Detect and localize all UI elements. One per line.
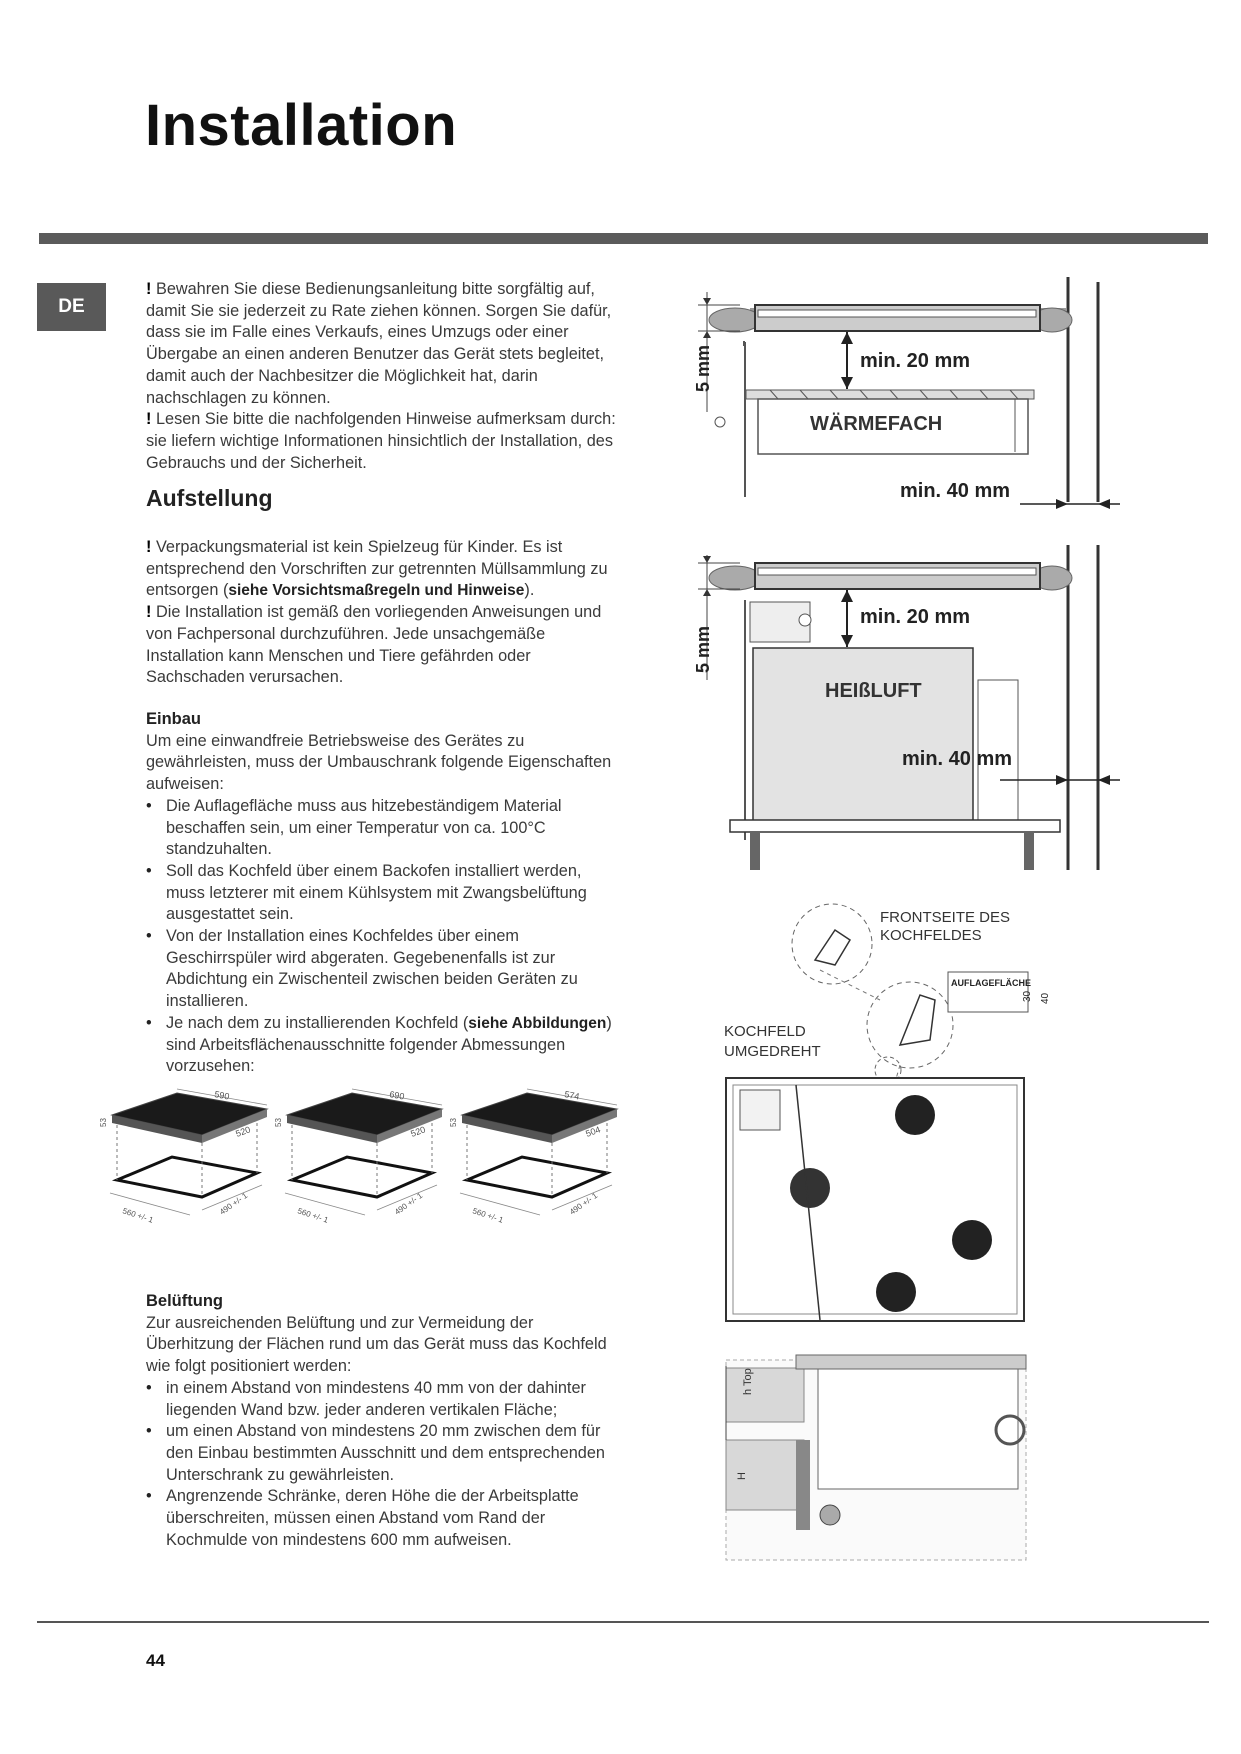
dim-depth: 520 <box>409 1124 427 1139</box>
drawer-shelf <box>746 390 1034 399</box>
worktop-left <box>709 566 761 590</box>
dim-cut-width: 560 +/- 1 <box>471 1206 505 1225</box>
list-item: • Soll das Kochfeld über einem Backofen installiert werden, muss letzterer mit einem Kühlsystem mit Zwangsbelüftung ausgestattet sein. <box>146 861 616 926</box>
diagram-heissluft <box>680 540 1210 880</box>
burner <box>895 1095 935 1135</box>
gap-wall-label: min. 40 mm <box>902 748 1013 770</box>
dim-cut-width: 560 +/- 1 <box>296 1206 330 1225</box>
dim-30: 30 <box>1022 990 1033 1002</box>
hob <box>755 305 1040 331</box>
list-item: • Die Auflagefläche muss aus hitzebeständigem Material beschaffen sein, um einer Temperatur von ca. 100°C standzuhalten. <box>146 796 616 861</box>
burner <box>876 1272 916 1312</box>
list-item: • Von der Installation eines Kochfeldes über einem Geschirrspüler wird abgeraten. Gegebenenfalls ist zur Abdichtung ein Zwischenteil zwischen beiden Geräten zu installieren. <box>146 926 616 1013</box>
cutout-frame <box>292 1157 432 1197</box>
dim-height: 53 <box>449 1118 458 1127</box>
gap-wall-label: min. 40 mm <box>900 480 1011 502</box>
dim-cut-depth: 490 +/- 1 <box>392 1191 425 1217</box>
worktop-section <box>726 1368 804 1422</box>
front-label-1: FRONTSEITE DES <box>880 909 1011 926</box>
aufstellung-paragraph-1: ! Verpackungsmaterial ist kein Spielzeug für Kinder. Es ist entsprechend den Vorschriften zur getrennten Müllsammlung zu entsorgen (siehe Vorsichtsmaßregeln und Hinweise). <box>146 538 608 600</box>
diagram-inverted-hob <box>720 900 1070 1590</box>
cross-reference: siehe Abbildungen <box>468 1014 607 1032</box>
page-title: Installation <box>145 93 458 158</box>
warning-mark: ! <box>146 280 152 298</box>
belueftung-section <box>146 1291 616 1551</box>
dim-depth: 520 <box>234 1124 252 1139</box>
hob-label-2: UMGEDREHT <box>724 1043 821 1060</box>
aufstellung-heading: Aufstellung <box>146 485 273 511</box>
cross-reference: siehe Vorsichtsmaßregeln und Hinweise <box>228 582 525 600</box>
diagram-waermefach <box>680 272 1210 527</box>
hob-label-1: KOCHFELD <box>724 1023 806 1040</box>
dim-height: 53 <box>99 1118 108 1127</box>
dim-cut-width: 560 +/- 1 <box>121 1206 155 1225</box>
surface-label: AUFLAGEFLÄCHE <box>951 978 1031 988</box>
burner <box>952 1220 992 1260</box>
h-label: H <box>736 1472 748 1480</box>
hob <box>755 563 1040 589</box>
dim-width: 690 <box>388 1089 406 1102</box>
gap-top-label: min. 20 mm <box>860 350 971 372</box>
einbau-heading: Einbau <box>146 710 202 728</box>
belueftung-heading: Belüftung <box>146 1292 223 1310</box>
worktop-left <box>709 308 761 332</box>
header-rule <box>39 233 1208 244</box>
cutout-frame <box>467 1157 607 1197</box>
einbau-list <box>146 796 616 1078</box>
belueftung-list <box>146 1378 616 1552</box>
dim-width: 574 <box>563 1089 581 1102</box>
gap-side-label: 5 mm <box>693 625 713 673</box>
belueftung-intro: Zur ausreichenden Belüftung und zur Vermeidung der Überhitzung der Flächen rund um das Gerät muss das Kochfeld wie folgt positioniert werden: <box>146 1313 607 1376</box>
warning-mark: ! <box>146 538 152 556</box>
hob-cutout-1 <box>99 1089 267 1225</box>
compartment-label: HEIßLUFT <box>825 680 922 702</box>
h-top-label: h Top <box>742 1368 754 1395</box>
aufstellung-heading-wrap <box>146 485 616 511</box>
front-label-2: KOCHFELDES <box>880 927 982 944</box>
intro-paragraph-1: ! Bewahren Sie diese Bedienungsanleitung bitte sorgfältig auf, damit Sie sie jederzeit zu Rate ziehen können. Sorgen Sie dafür, dass sie im Falle eines Verkaufs, eines Umzugs oder einer Übergabe an einen anderen Benutzer das Gerät stets begleitet, damit auch der Nachbesitzer die Möglichkeit hat, darin nachschlagen zu können. <box>146 280 612 407</box>
dim-width: 590 <box>213 1089 231 1102</box>
list-item: • um einen Abstand von mindestens 20 mm zwischen dem für den Einbau bestimmten Ausschnitt und dem entsprechenden Unterschrank zu gewährleisten. <box>146 1421 616 1486</box>
oven <box>753 648 973 823</box>
dim-cut-depth: 490 +/- 1 <box>217 1191 250 1217</box>
page-number: 44 <box>146 1651 165 1670</box>
compartment-label: WÄRMEFACH <box>810 413 943 435</box>
list-item: • Angrenzende Schränke, deren Höhe die der Arbeitsplatte überschreiten, müssen einen Abstand vom Rand der Kochmulde von mindestens 600 mm aufweisen. <box>146 1486 616 1551</box>
burner <box>790 1168 830 1208</box>
dim-height: 53 <box>274 1118 283 1127</box>
gap-top-label: min. 20 mm <box>860 606 971 628</box>
dim-40: 40 <box>1040 992 1051 1004</box>
dim-depth: 504 <box>584 1124 602 1139</box>
footer-rule <box>37 1621 1209 1623</box>
dim-cut-depth: 490 +/- 1 <box>567 1191 600 1217</box>
language-tab: DE <box>37 283 106 331</box>
aufstellung-paragraph-2: ! Die Installation ist gemäß den vorliegenden Anweisungen und von Fachpersonal durchzuführen. Jede unsachgemäße Installation kann Menschen und Tiere gefährden oder Sachschaden verursachen. <box>146 603 602 687</box>
gap-side-label: 5 mm <box>693 344 713 392</box>
einbau-intro: Um eine einwandfreie Betriebsweise des Gerätes zu gewährleisten, muss der Umbauschrank folgende Eigenschaften aufweisen: <box>146 731 612 794</box>
list-item: • Je nach dem zu installierenden Kochfeld (siehe Abbildungen) sind Arbeitsflächenausschnitte folgender Abmessungen vorzusehen: <box>146 1013 616 1078</box>
intro-paragraph-2: ! Lesen Sie bitte die nachfolgenden Hinweise aufmerksam durch: sie liefern wichtige Informationen hinsichtlich der Installation, des Gebrauchs und der Sicherheit. <box>146 410 616 472</box>
warning-mark: ! <box>146 410 152 429</box>
einbau-section <box>146 709 616 1078</box>
intro-section <box>146 279 616 474</box>
hob-cutout-2 <box>274 1089 442 1225</box>
warning-mark: ! <box>146 603 152 622</box>
cutout-diagrams <box>92 1085 632 1275</box>
cutout-frame <box>117 1157 257 1197</box>
list-item: • in einem Abstand von mindestens 40 mm von der dahinter liegenden Wand bzw. jeder anderen vertikalen Fläche; <box>146 1378 616 1421</box>
hob-cutout-3 <box>449 1089 617 1225</box>
aufstellung-section <box>146 537 616 689</box>
